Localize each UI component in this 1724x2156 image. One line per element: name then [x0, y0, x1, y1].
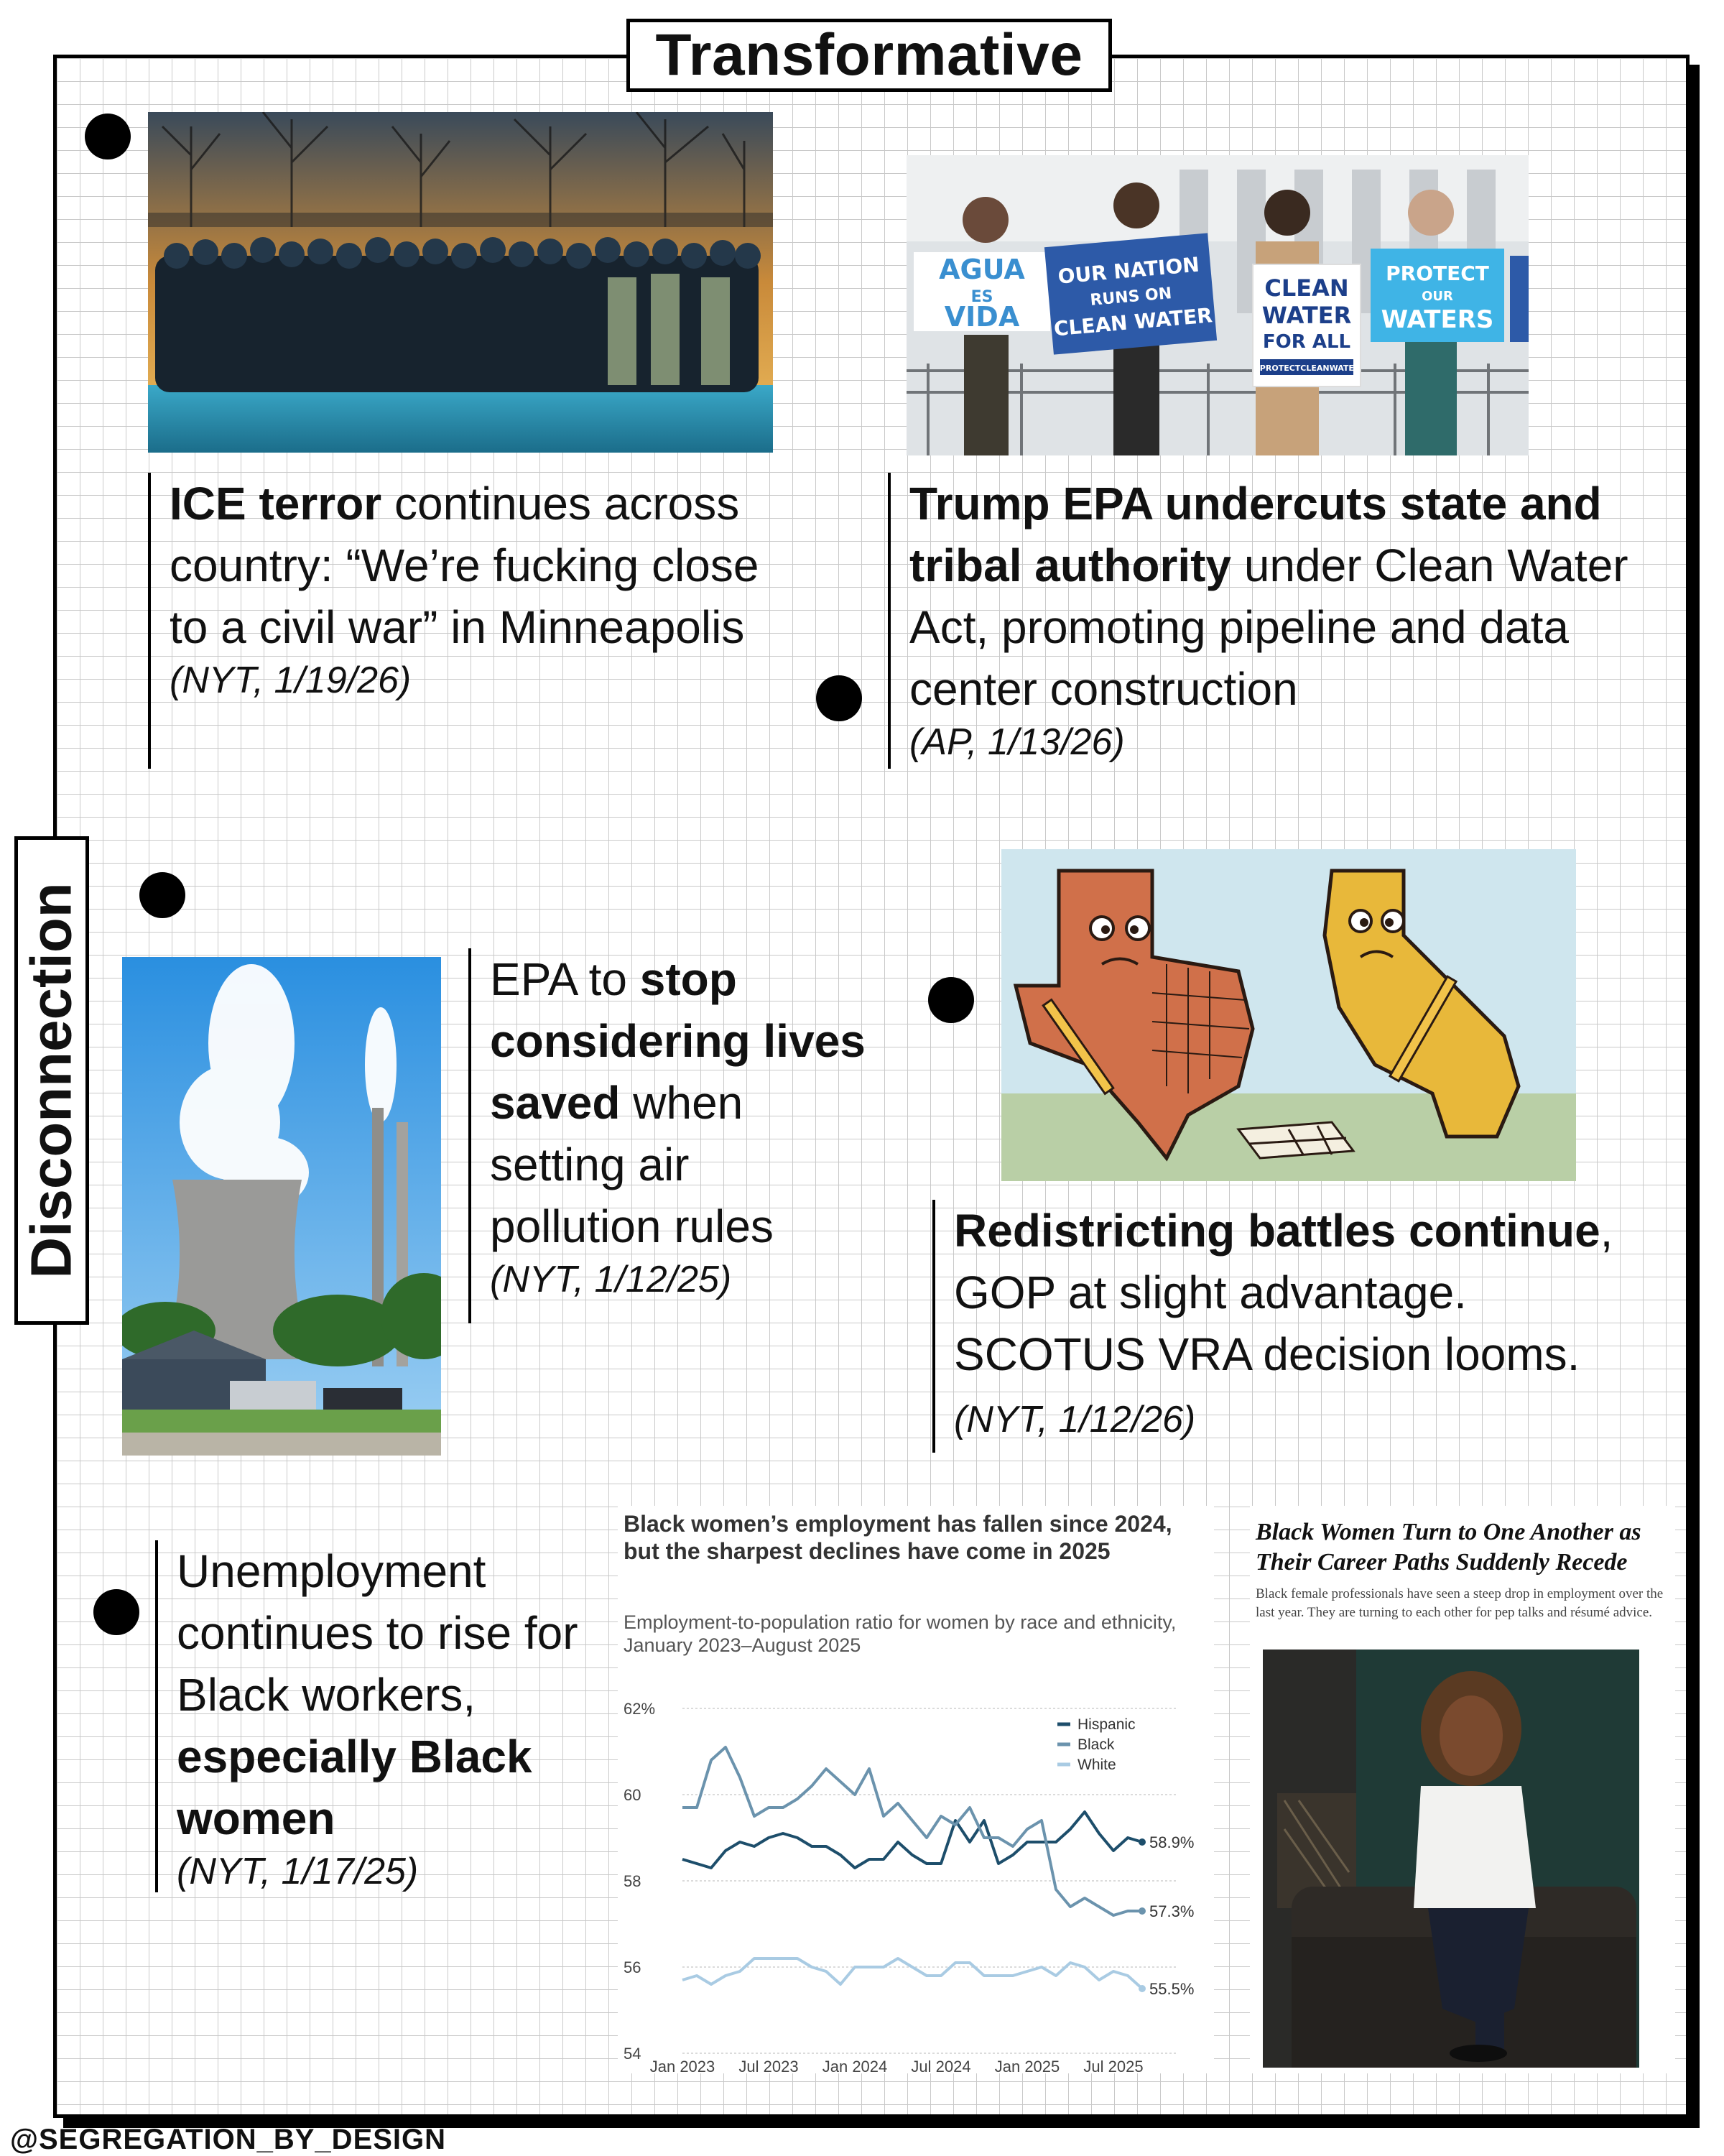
story-redistricting-text: , GOP at slight advantage. SCOTUS VRA decision looms. [954, 1205, 1613, 1380]
chart-x-tick-label: Jan 2023 [649, 2058, 715, 2073]
sign-agua-line3: VIDA [944, 301, 1020, 333]
chart-x-tick-label: Jan 2025 [994, 2058, 1060, 2073]
chart-title: Black women’s employment has fallen since 2024, but the sharpest declines have come in 2025 [624, 1511, 1172, 1564]
chart-x-tick-label: Jul 2024 [911, 2058, 971, 2073]
story-epa-air [468, 948, 871, 1323]
story-ice [148, 473, 766, 769]
article-portrait-photo [1263, 1650, 1639, 2068]
sign-protect-line1: PROTECT [1386, 262, 1489, 285]
chart-subtitle: Employment-to-population ratio for women by race and ethnicity, January 2023–August 2025 [624, 1611, 1177, 1656]
side-label [14, 836, 89, 1325]
chart-legend-label: Hispanic [1078, 1716, 1136, 1733]
employment-line-chart [618, 1506, 1214, 2073]
story-epa-water [888, 473, 1685, 769]
story-ice-text: continues across country: “We’re fucking close to a civil war” in Minneapolis [170, 478, 759, 653]
page-title [626, 19, 1112, 92]
chart-y-tick-label: 56 [624, 1958, 641, 1976]
story-redistricting [932, 1200, 1622, 1453]
clean-water-protest-photo [907, 155, 1529, 455]
story-redistricting-citation: (NYT, 1/12/26) [954, 1399, 1196, 1440]
chart-end-point-black [1139, 1907, 1146, 1915]
redistricting-cartoon [1001, 849, 1576, 1181]
story-epa-air-text: when setting air pollution rules [490, 1077, 774, 1252]
sign-nation-line1: OUR NATION [1057, 252, 1200, 289]
chart-x-tick-label: Jan 2024 [822, 2058, 888, 2073]
side-label-text: Disconnection [19, 882, 84, 1279]
sign-clean-line2: WATER [1261, 302, 1352, 329]
story-unemployment-text: Unemployment continues to rise for Black workers, [177, 1545, 578, 1721]
sign-nation-line2: RUNS ON [1089, 284, 1173, 310]
sign-protect-line2: OUR [1422, 289, 1453, 304]
bullet-dot [85, 114, 131, 159]
employment-chart-panel [618, 1506, 1214, 2073]
nyt-article-panel [1250, 1506, 1675, 2073]
sign-protect-line3: WATERS [1381, 305, 1494, 334]
story-ice-citation: (NYT, 1/19/26) [170, 660, 412, 701]
chart-x-tick-label: Jul 2023 [738, 2058, 799, 2073]
article-headline: Black Women Turn to One Another as Their Career Paths Suddenly Recede [1256, 1519, 1641, 1576]
portrait-illustration [1263, 1650, 1639, 2068]
chart-y-tick-label: 58 [624, 1872, 641, 1890]
chart-legend-label: White [1078, 1757, 1116, 1773]
bullet-dot [93, 1589, 139, 1635]
chart-end-point-white [1139, 1985, 1146, 1992]
sign-clean-line1: CLEAN [1264, 274, 1349, 302]
story-epa-water-citation: (AP, 1/13/26) [909, 721, 1125, 763]
power-plant-photo [122, 957, 441, 1456]
chart-x-tick-label: Jul 2025 [1083, 2058, 1144, 2073]
page-title-text: Transformative [655, 22, 1083, 88]
story-ice-bold: ICE terror [170, 478, 382, 529]
protest-illustration [907, 155, 1529, 455]
ice-officers-photo [148, 112, 773, 453]
chart-end-point-hispanic [1139, 1838, 1146, 1846]
sign-nation-line3: CLEAN WATER [1052, 303, 1214, 341]
chart-end-label-white: 55.5% [1149, 1980, 1195, 1998]
chart-end-label-black: 57.3% [1149, 1902, 1195, 1920]
sign-clean-hashtag: #PROTECTCLEANWATER [1253, 364, 1361, 373]
chart-series-line-white [682, 1958, 1142, 1989]
sign-agua-line1: AGUA [939, 254, 1025, 285]
story-epa-air-bold: stop considering lives saved [490, 953, 866, 1129]
story-epa-water-text: under Clean Water Act, promoting pipeline and data center construction [909, 540, 1628, 715]
ice-officers-illustration [148, 112, 773, 453]
bullet-dot [928, 977, 974, 1023]
story-epa-air-pre: EPA to [490, 953, 640, 1005]
article-dek: Black female professionals have seen a steep drop in employment over the last year. They are turning to each other for pep talks and résumé advice. [1256, 1586, 1664, 1620]
story-epa-water-bold: Trump EPA undercuts state and tribal authority [909, 478, 1602, 591]
redistricting-illustration [1001, 849, 1576, 1181]
chart-y-tick-label: 60 [624, 1786, 641, 1804]
chart-end-label-hispanic: 58.9% [1149, 1833, 1195, 1851]
story-epa-air-citation: (NYT, 1/12/25) [490, 1259, 732, 1300]
story-redistricting-bold: Redistricting battles continue [954, 1205, 1600, 1257]
story-unemployment [155, 1540, 601, 1892]
story-unemployment-citation: (NYT, 1/17/25) [177, 1851, 419, 1892]
sign-clean-line3: FOR ALL [1262, 331, 1351, 353]
chart-y-tick-label: 54 [624, 2045, 641, 2063]
power-plant-illustration [122, 957, 441, 1456]
bullet-dot [816, 675, 862, 721]
story-unemployment-bold: especially Black women [177, 1731, 532, 1844]
bullet-dot [139, 872, 185, 918]
sign-agua-line2: ES [970, 288, 993, 306]
chart-series-line-black [682, 1747, 1142, 1915]
footer-handle: @SEGREGATION_BY_DESIGN [10, 2124, 447, 2155]
chart-legend-label: Black [1078, 1736, 1115, 1753]
chart-y-tick-label: 62% [624, 1700, 656, 1718]
